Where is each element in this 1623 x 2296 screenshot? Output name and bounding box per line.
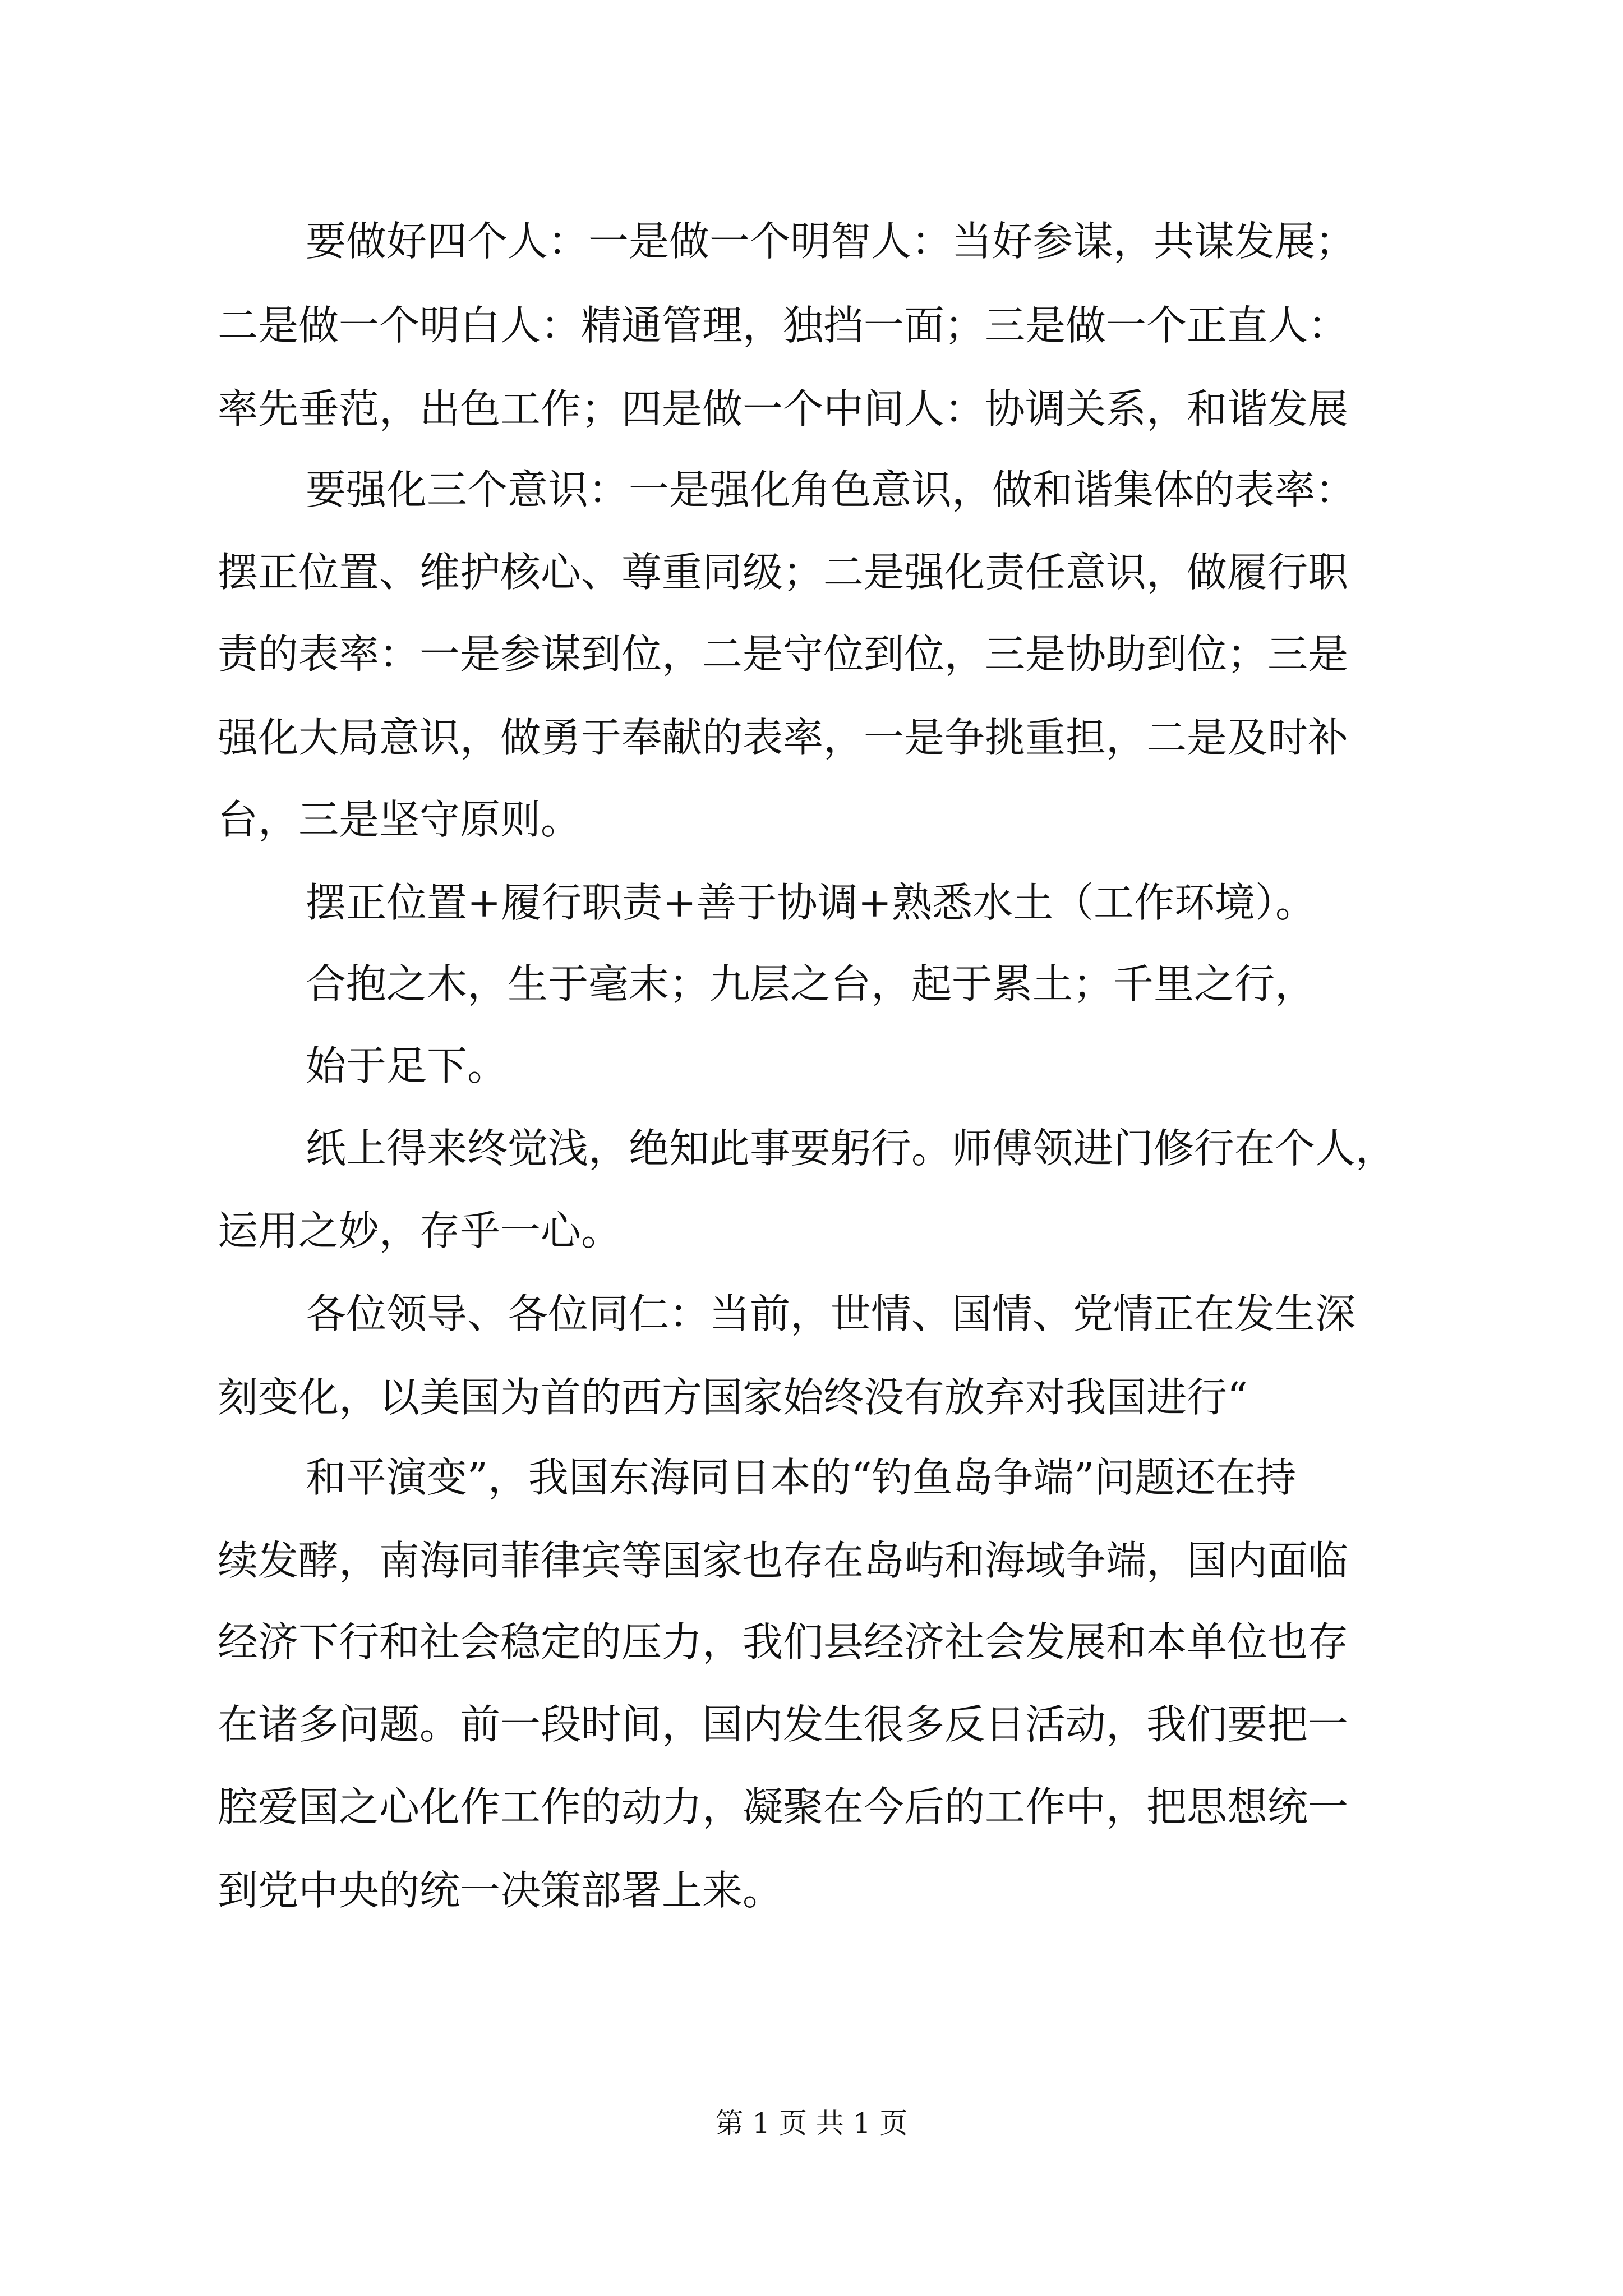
- line-1: 要做好四个人：一是做一个明智人：当好参谋，共谋发展；: [306, 218, 1356, 265]
- line-15: 刻变化，以美国为首的西方国家始终没有放弃对我国进行“: [218, 1374, 1248, 1421]
- line-13: 运用之妙，存乎一心。: [218, 1207, 622, 1254]
- line-18: 经济下行和社会稳定的压力，我们县经济社会发展和本单位也存: [218, 1618, 1349, 1665]
- line-5: 摆正位置、维护核心、尊重同级；二是强化责任意识，做履行职: [218, 549, 1349, 596]
- page-footer: 第 1 页 共 1 页: [715, 2107, 908, 2139]
- line-16: 和平演变”，我国东海同日本的“钓鱼岛争端”问题还在持: [306, 1454, 1297, 1501]
- line-2: 二是做一个明白人：精通管理，独挡一面；三是做一个正直人：: [218, 302, 1349, 349]
- line-17: 续发酵，南海同菲律宾等国家也存在岛屿和海域争端，国内面临: [218, 1537, 1349, 1584]
- line-19: 在诸多问题。前一段时间，国内发生很多反日活动，我们要把一: [218, 1701, 1349, 1748]
- line-9: 摆正位置+履行职责+善于协调+熟悉水土（工作环境）。: [306, 879, 1316, 926]
- line-3: 率先垂范，出色工作；四是做一个中间人：协调关系，和谐发展: [218, 385, 1349, 432]
- line-21: 到党中央的统一决策部署上来。: [218, 1867, 783, 1914]
- line-7: 强化大局意识，做勇于奉献的表率，一是争挑重担，二是及时补: [218, 714, 1349, 761]
- line-20: 腔爱国之心化作工作的动力，凝聚在今后的工作中，把思想统一: [218, 1783, 1349, 1830]
- line-4: 要强化三个意识：一是强化角色意识，做和谐集体的表率：: [306, 466, 1356, 513]
- line-14: 各位领导、各位同仁：当前，世情、国情、党情正在发生深: [306, 1290, 1356, 1337]
- line-8: 台，三是坚守原则。: [218, 796, 582, 843]
- line-12: 纸上得来终觉浅，绝知此事要躬行。师傅领进门修行在个人，: [306, 1125, 1396, 1172]
- line-10: 合抱之木，生于毫末；九层之台，起于累土；千里之行，: [306, 960, 1316, 1007]
- line-11: 始于足下。: [306, 1042, 508, 1089]
- line-6: 责的表率：一是参谋到位，二是守位到位，三是协助到位；三是: [218, 631, 1349, 678]
